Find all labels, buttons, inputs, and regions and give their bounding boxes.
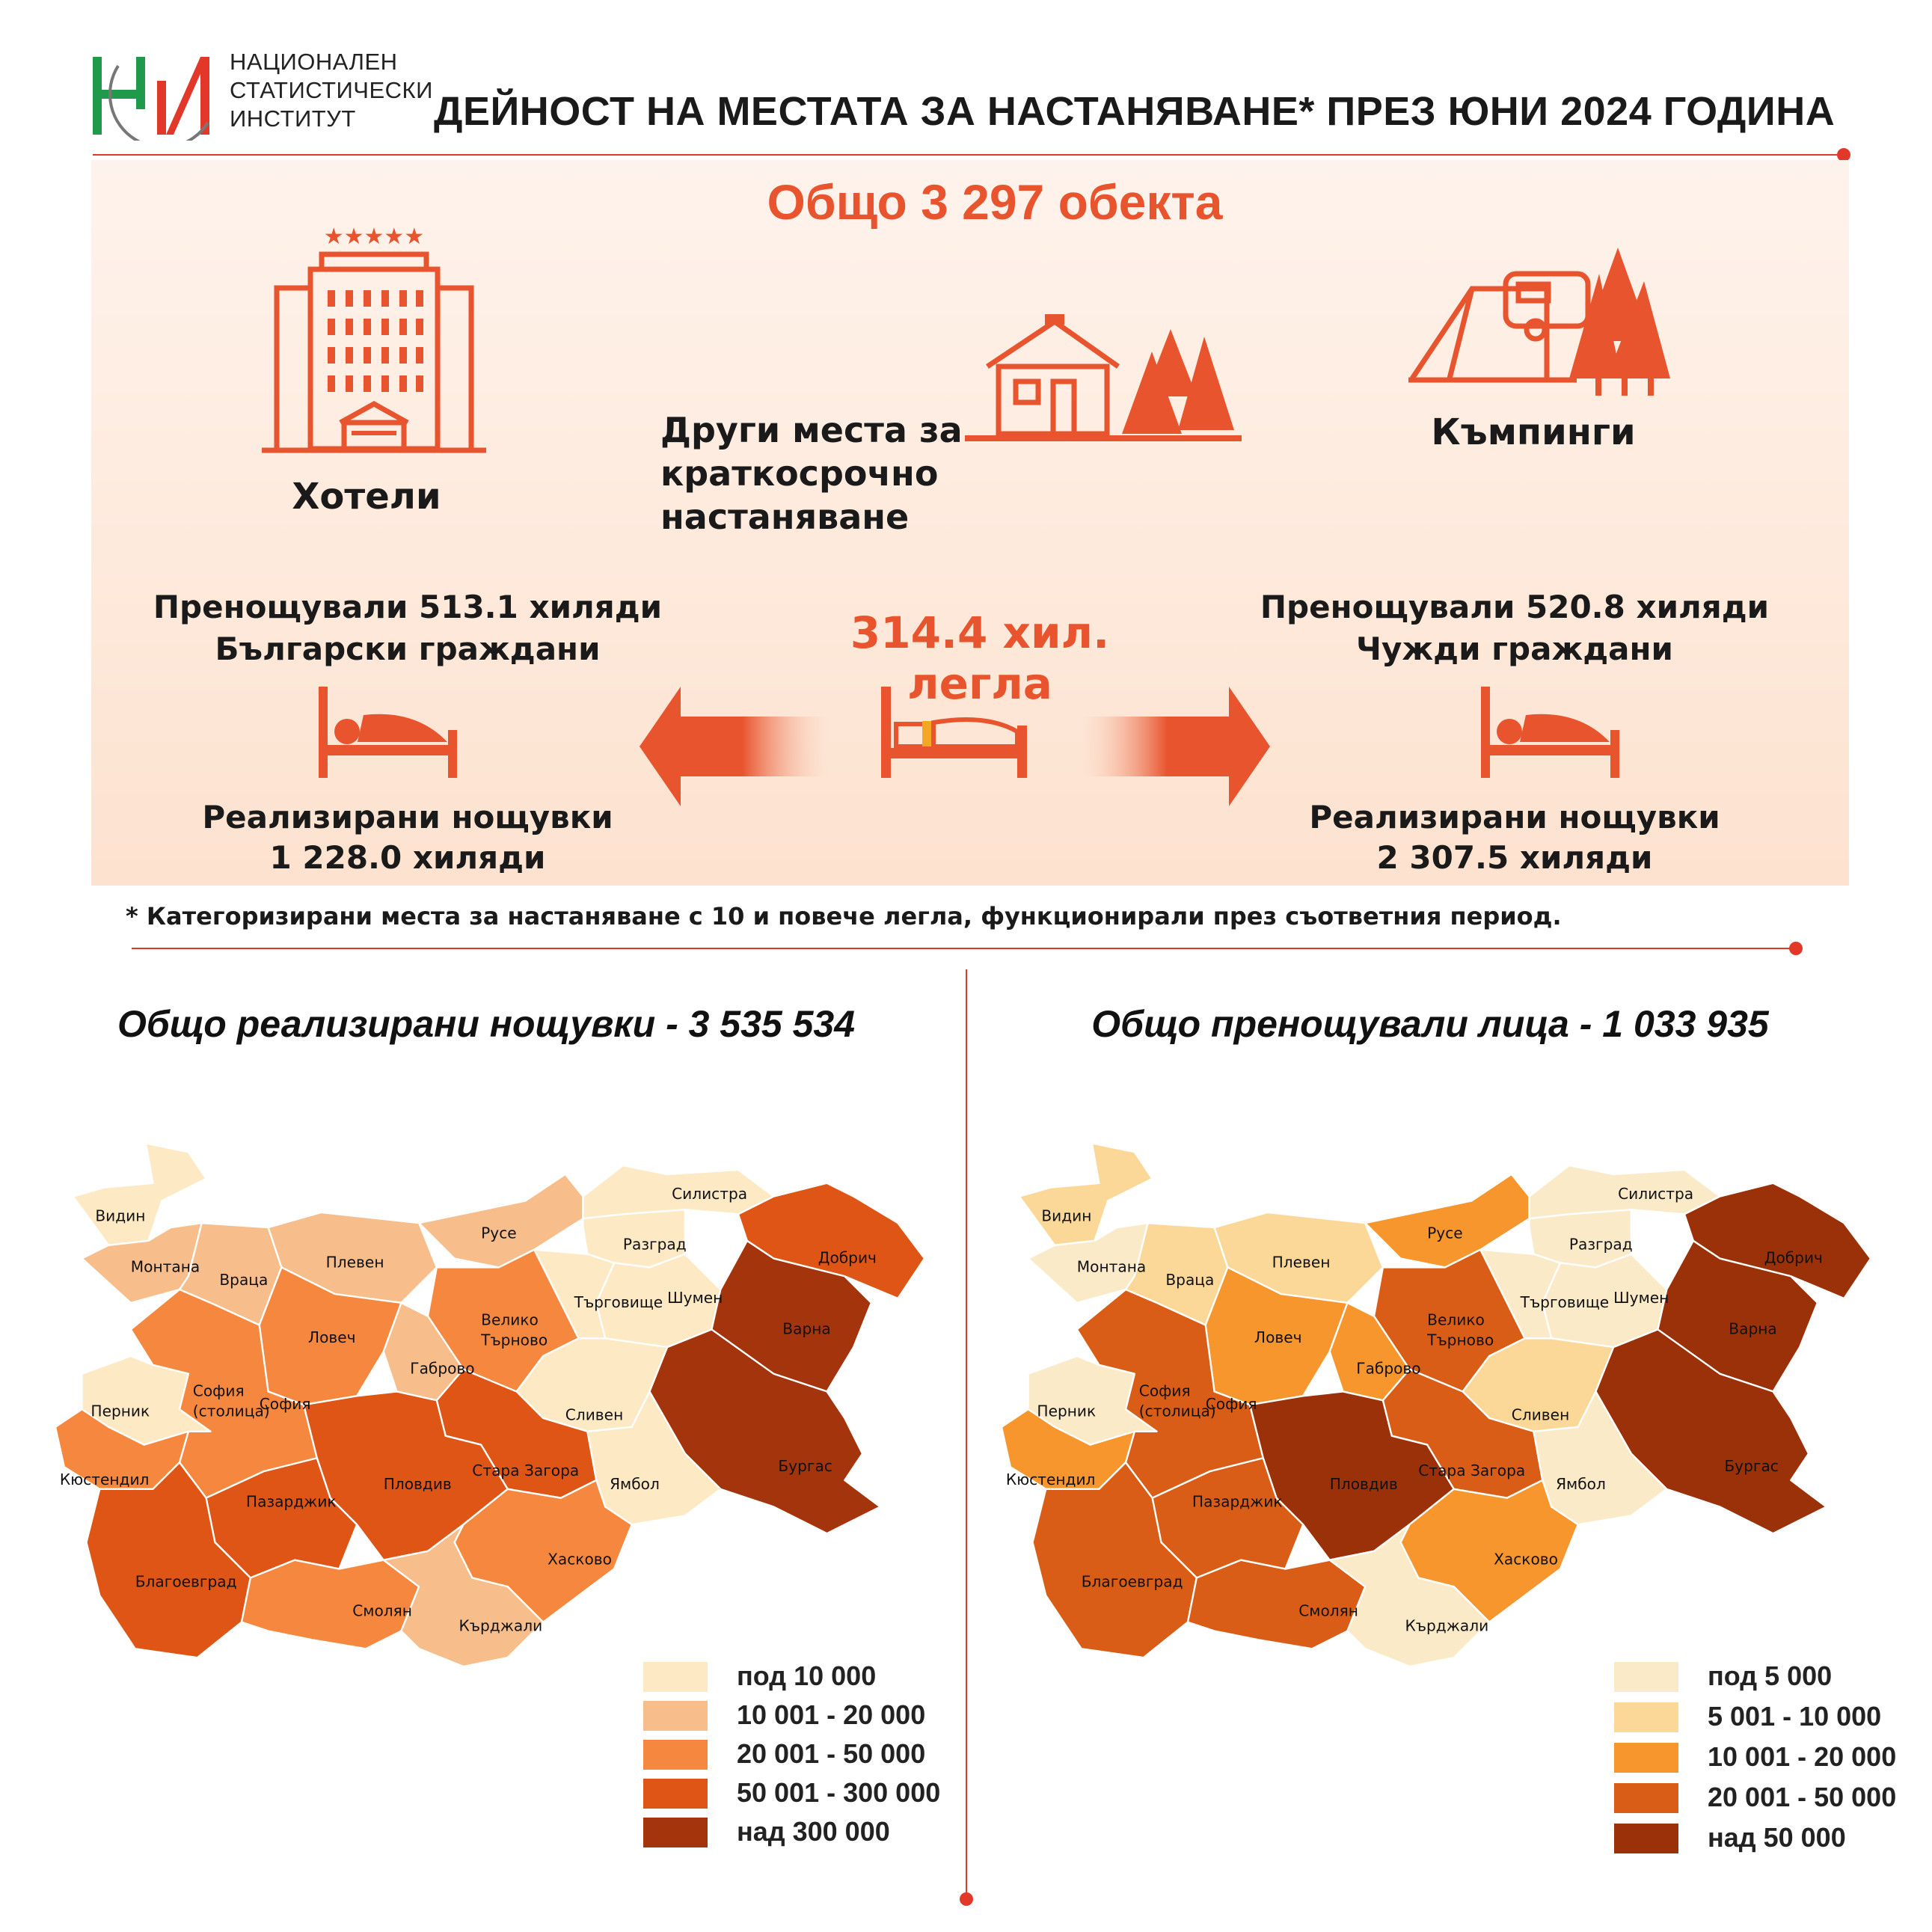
region-label-varna: Варна [1729, 1319, 1777, 1338]
legend-swatch [643, 1662, 708, 1692]
region-label-stara-zagora: Стара Загора [1418, 1462, 1526, 1480]
fr-nights-value [1257, 838, 1773, 878]
region-label-shumen: Шумен [1613, 1288, 1669, 1307]
region-label-pleven: Плевен [325, 1253, 384, 1272]
legend-swatch [1614, 1743, 1678, 1773]
foreigners-line-1 [1257, 586, 1773, 628]
region-label-sofia: София [1205, 1395, 1257, 1414]
region-label-sofia: София [259, 1395, 311, 1414]
region-label-pernik: Перник [91, 1402, 150, 1420]
bed-icon-left [319, 687, 457, 780]
bg-nights-unit: хиляди [402, 839, 546, 876]
region-label-varna: Варна [782, 1319, 831, 1338]
fr-nights-stat [1257, 797, 1773, 878]
map-left-title: Общо реализирани нощувки - 3 535 534 [117, 1003, 856, 1045]
page-title: ДЕЙНОСТ НА МЕСТАТА ЗА НАСТАНЯВАНЕ* ПРЕЗ ЮНИ 2024 ГОДИНА [434, 89, 1836, 134]
region-label-sofia-city2: (столица) [1138, 1402, 1216, 1420]
legend-swatch [1614, 1662, 1678, 1692]
map-right-title: Общо пренощували лица - 1 033 935 [1091, 1003, 1769, 1045]
maps-divider-dot [960, 1892, 973, 1906]
bg-num: 513.1 [419, 589, 518, 625]
region-label-stara-zagora: Стара Загора [472, 1462, 580, 1480]
region-label-blagoevgrad: Благоевград [1081, 1572, 1183, 1591]
bulgarians-stat [150, 586, 666, 670]
legend-swatch [1614, 1824, 1678, 1853]
foreigners-stat [1257, 586, 1773, 670]
region-label-kardzhali: Кърджали [459, 1616, 543, 1635]
nsi-logo [88, 51, 227, 141]
region-label-yambol: Ямбол [610, 1474, 660, 1493]
region-label-silistra: Силистра [1618, 1185, 1694, 1203]
region-label-vidin: Видин [95, 1206, 146, 1225]
logo-line-3: ИНСТИТУТ [230, 105, 356, 132]
region-label-vt2: Търново [481, 1331, 548, 1349]
region-label-kyustendil: Кюстендил [59, 1470, 150, 1488]
region-label-dobrich: Добрич [818, 1248, 877, 1267]
bg-nights-stat [150, 797, 666, 878]
legend-label: 20 001 - 50 000 [1708, 1782, 1897, 1812]
campings-label: Къмпинги [1431, 411, 1636, 453]
legend-swatch [1614, 1783, 1678, 1813]
beds-total: 314.4 хил. легла [850, 607, 1110, 709]
legend-label: 50 001 - 300 000 [737, 1777, 941, 1808]
bg-post: хиляди [518, 589, 663, 625]
region-label-pazardzhik: Пазарджик [1192, 1492, 1283, 1511]
region-label-dobrich: Добрич [1764, 1248, 1823, 1267]
map-left [30, 1107, 950, 1728]
legend-left [643, 1662, 942, 1856]
other-places-line-1: Други места за [660, 410, 963, 450]
region-label-smolyan: Смолян [352, 1601, 412, 1620]
footnote-divider [132, 948, 1792, 949]
fr-pre: Пренощували [1260, 589, 1527, 625]
header-divider [93, 154, 1843, 156]
bed-icon-center [881, 687, 1027, 780]
region-label-sliven: Сливен [565, 1405, 624, 1424]
legend-label: 20 001 - 50 000 [737, 1738, 926, 1769]
footnote: * Категоризирани места за настаняване с 10 и повече легла, функционирали през съответния период. [126, 902, 1562, 930]
legend-label: над 50 000 [1708, 1822, 1846, 1853]
legend-swatch [1614, 1702, 1678, 1732]
legend-label: под 5 000 [1708, 1660, 1833, 1691]
region-label-burgas: Бургас [778, 1457, 832, 1476]
bg-nights-value [150, 838, 666, 878]
region-label-vt1: Велико [481, 1310, 539, 1329]
camping-icon [1405, 236, 1674, 401]
region-label-smolyan: Смолян [1298, 1601, 1358, 1620]
region-label-gabrovo: Габрово [410, 1359, 475, 1378]
legend-label: над 300 000 [737, 1816, 890, 1847]
svg-text:★★★★★: ★★★★★ [323, 224, 425, 250]
region-label-targovishte: Търговище [574, 1292, 663, 1311]
legend-swatch [643, 1740, 708, 1770]
bed-icon-right [1481, 687, 1619, 780]
region-label-lovech: Ловеч [1254, 1328, 1302, 1347]
other-places-line-2: краткосрочно настаняване [660, 453, 939, 537]
map-right [976, 1107, 1896, 1728]
region-label-lovech: Ловеч [307, 1328, 356, 1347]
legend-right [1614, 1662, 1913, 1856]
region-label-targovishte: Търговище [1520, 1292, 1610, 1311]
arrow-right-icon [1083, 687, 1270, 806]
fr-num: 520.8 [1526, 589, 1625, 625]
fr-nights-unit: хиляди [1509, 839, 1653, 876]
region-label-vidin: Видин [1041, 1206, 1092, 1225]
region-label-pleven: Плевен [1272, 1253, 1331, 1272]
region-label-plovdiv: Пловдив [1329, 1474, 1398, 1493]
legend-label: 10 001 - 20 000 [1708, 1741, 1897, 1772]
region-label-sliven: Сливен [1511, 1405, 1570, 1424]
arrow-left-icon [640, 687, 827, 806]
bg-nights-label: Реализирани нощувки [202, 799, 613, 835]
region-label-kardzhali: Кърджали [1405, 1616, 1489, 1635]
region-label-vt1: Велико [1427, 1310, 1485, 1329]
bulgarians-line-1 [150, 586, 666, 628]
fr-post: хиляди [1625, 589, 1770, 625]
logo-text [230, 48, 433, 133]
region-label-blagoevgrad: Благоевград [135, 1572, 237, 1591]
region-label-plovdiv: Пловдив [383, 1474, 452, 1493]
region-label-shumen: Шумен [667, 1288, 723, 1307]
region-label-vratsa: Враца [1165, 1271, 1215, 1289]
region-label-razgrad: Разград [622, 1235, 687, 1254]
region-label-sofia-city1: София [192, 1381, 245, 1400]
logo-line-2: СТАТИСТИЧЕСКИ [230, 77, 433, 103]
foreigners-line-2: Чужди граждани [1356, 631, 1673, 667]
region-label-ruse: Русе [481, 1224, 517, 1242]
maps-divider [966, 969, 967, 1901]
region-label-gabrovo: Габрово [1356, 1359, 1421, 1378]
other-places-label [660, 408, 1184, 539]
region-label-yambol: Ямбол [1556, 1474, 1606, 1493]
logo-line-1: НАЦИОНАЛЕН [230, 49, 398, 75]
hotel-icon [262, 224, 486, 456]
legend-label: 5 001 - 10 000 [1708, 1701, 1882, 1732]
region-label-montana: Монтана [1076, 1257, 1147, 1276]
region-label-silistra: Силистра [672, 1185, 748, 1203]
region-label-vt2: Търново [1427, 1331, 1494, 1349]
legend-label: 10 001 - 20 000 [737, 1699, 926, 1730]
legend-swatch [643, 1779, 708, 1809]
region-label-haskovo: Хасково [1494, 1550, 1558, 1568]
bg-pre: Пренощували [153, 589, 420, 625]
legend-label: под 10 000 [737, 1660, 877, 1691]
region-label-haskovo: Хасково [548, 1550, 612, 1568]
bulgarians-line-2: Български граждани [215, 631, 601, 667]
region-label-ruse: Русе [1427, 1224, 1463, 1242]
total-objects: Общо 3 297 обекта [767, 174, 1223, 230]
hotels-label: Хотели [292, 476, 441, 518]
region-label-vratsa: Враца [219, 1271, 269, 1289]
fr-nights-num: 2 307.5 [1376, 839, 1509, 876]
region-label-burgas: Бургас [1724, 1457, 1779, 1476]
region-label-pazardzhik: Пазарджик [245, 1492, 337, 1511]
region-label-razgrad: Разград [1568, 1235, 1633, 1254]
region-label-montana: Монтана [130, 1257, 200, 1276]
region-label-pernik: Перник [1037, 1402, 1097, 1420]
legend-swatch [643, 1701, 708, 1731]
region-label-kyustendil: Кюстендил [1005, 1470, 1096, 1488]
region-label-sofia-city2: (столица) [192, 1402, 270, 1420]
fr-nights-label: Реализирани нощувки [1309, 799, 1720, 835]
region-label-sofia-city1: София [1138, 1381, 1191, 1400]
legend-swatch [643, 1818, 708, 1847]
bg-nights-num: 1 228.0 [269, 839, 402, 876]
footnote-divider-dot [1789, 942, 1803, 955]
